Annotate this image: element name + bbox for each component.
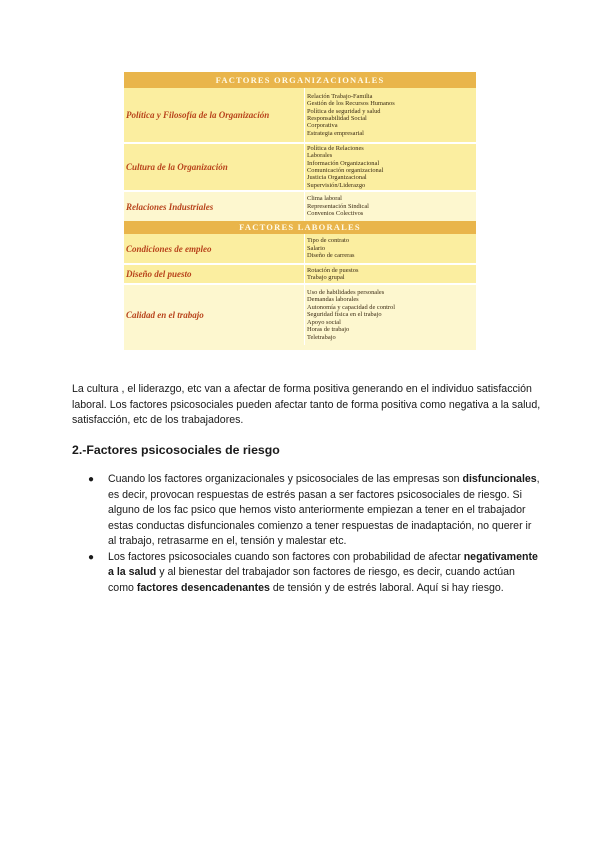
list-item	[72, 472, 542, 550]
item: Clima laboral	[307, 195, 342, 203]
bullet-icon: ●	[88, 551, 95, 563]
items-list	[304, 265, 476, 283]
bullet-bold: factores desencadenantes	[136, 581, 270, 594]
item: Tipo de contrato	[307, 237, 350, 245]
lab-row-employment	[124, 234, 476, 263]
bullet-bold: disfuncionales	[462, 473, 537, 485]
org-row-industrial	[124, 192, 476, 221]
items-list	[304, 285, 476, 345]
items-list	[304, 192, 476, 221]
item: Estrategia empresarial	[307, 129, 364, 137]
section-title: 2.-Factores psicosociales de riesgo	[72, 443, 280, 457]
item: Diseño de carreras	[307, 252, 355, 260]
lab-row-quality	[124, 285, 476, 345]
factors-table-image	[124, 72, 476, 350]
bullet-text: y al bienestar del trabajador son factores de riesgo, es decir, cuando actúan como	[108, 566, 515, 594]
bullet-text: Los factores psicosociales cuando son factores con probabilidad de afectar	[108, 550, 464, 563]
category-label: Relaciones Industriales	[126, 201, 214, 212]
item: Demandas laborales	[307, 296, 359, 304]
item: Laborales	[307, 152, 333, 160]
org-row-culture	[124, 144, 476, 190]
items-list	[304, 234, 476, 263]
lab-row-job-design	[124, 265, 476, 283]
item: Supervisión/Liderazgo	[307, 181, 366, 189]
item: Seguridad física en el trabajo	[307, 311, 382, 319]
org-row-policy	[124, 88, 476, 142]
item: Uso de habilidades personales	[307, 289, 385, 297]
item: Rotación de puestos	[307, 266, 359, 274]
item: Autonomía y capacidad de control	[307, 303, 396, 311]
item: Política de Relaciones	[307, 144, 364, 152]
category-label: Calidad en el trabajo	[126, 310, 204, 320]
bullet-text: , es decir, provocan respuestas de estrés pasan a ser factores psicosociales de riesgo. Si alguno de los fac psico que hemos visto anteriormente empiezan a tener en el trabajador estas conductas disfuncionales comienzo a tener respuestas de inadaptación, no querer ir al trabajo, retrasarme en el, tensión y malestar etc.	[108, 473, 540, 547]
bullet-bold: negativamente a la salud	[108, 550, 538, 578]
org-factors-header: FACTORES ORGANIZACIONALES	[124, 72, 476, 88]
list-item	[72, 550, 542, 597]
item: Teletrabajo	[307, 333, 336, 341]
item: Trabajo grupal	[307, 274, 345, 281]
category-label: Diseño del puesto	[126, 269, 192, 279]
item: Comunicación organizacional	[307, 167, 384, 174]
category-label: Condiciones de empleo	[126, 243, 212, 254]
item: Apoyo social	[307, 318, 341, 326]
category-label: Cultura de la Organización	[126, 162, 228, 172]
item: Gestión de los Recursos Humanos	[307, 100, 395, 108]
bullet-text: Cuando los factores organizacionales y psicosociales de las empresas son	[108, 473, 463, 485]
category-label: Política y Filosofía de la Organización	[126, 110, 270, 120]
intro-paragraph: La cultura , el liderazgo, etc van a afectar de forma positiva generando en el individuo satisfacción laboral. Los factores psicosociales pueden afectar tanto de forma positiva como negativa a la salud, satisfacción, etc de los trabajadores.	[72, 383, 541, 426]
item: Política de seguridad y salud	[307, 107, 381, 115]
items-list	[304, 88, 476, 142]
item: Representación Sindical	[307, 202, 369, 210]
risk-factors-list	[72, 472, 542, 596]
bullet-text: de tensión y de estrés laboral. Aquí si hay riesgo.	[269, 581, 504, 594]
item: Convenios Colectivos	[307, 210, 364, 218]
bullet-icon: ●	[88, 474, 95, 485]
item: Horas de trabajo	[307, 326, 350, 334]
item: Justicia Organizacional	[307, 174, 367, 182]
item: Salario	[307, 244, 326, 252]
item: Información Organizacional	[307, 159, 380, 167]
labor-factors-header: FACTORES LABORALES	[124, 221, 476, 234]
item: Corporativa	[307, 122, 338, 130]
item: Relación Trabajo-Familia	[307, 92, 373, 100]
item: Responsabilidad Social	[307, 115, 367, 122]
items-list	[304, 144, 476, 190]
